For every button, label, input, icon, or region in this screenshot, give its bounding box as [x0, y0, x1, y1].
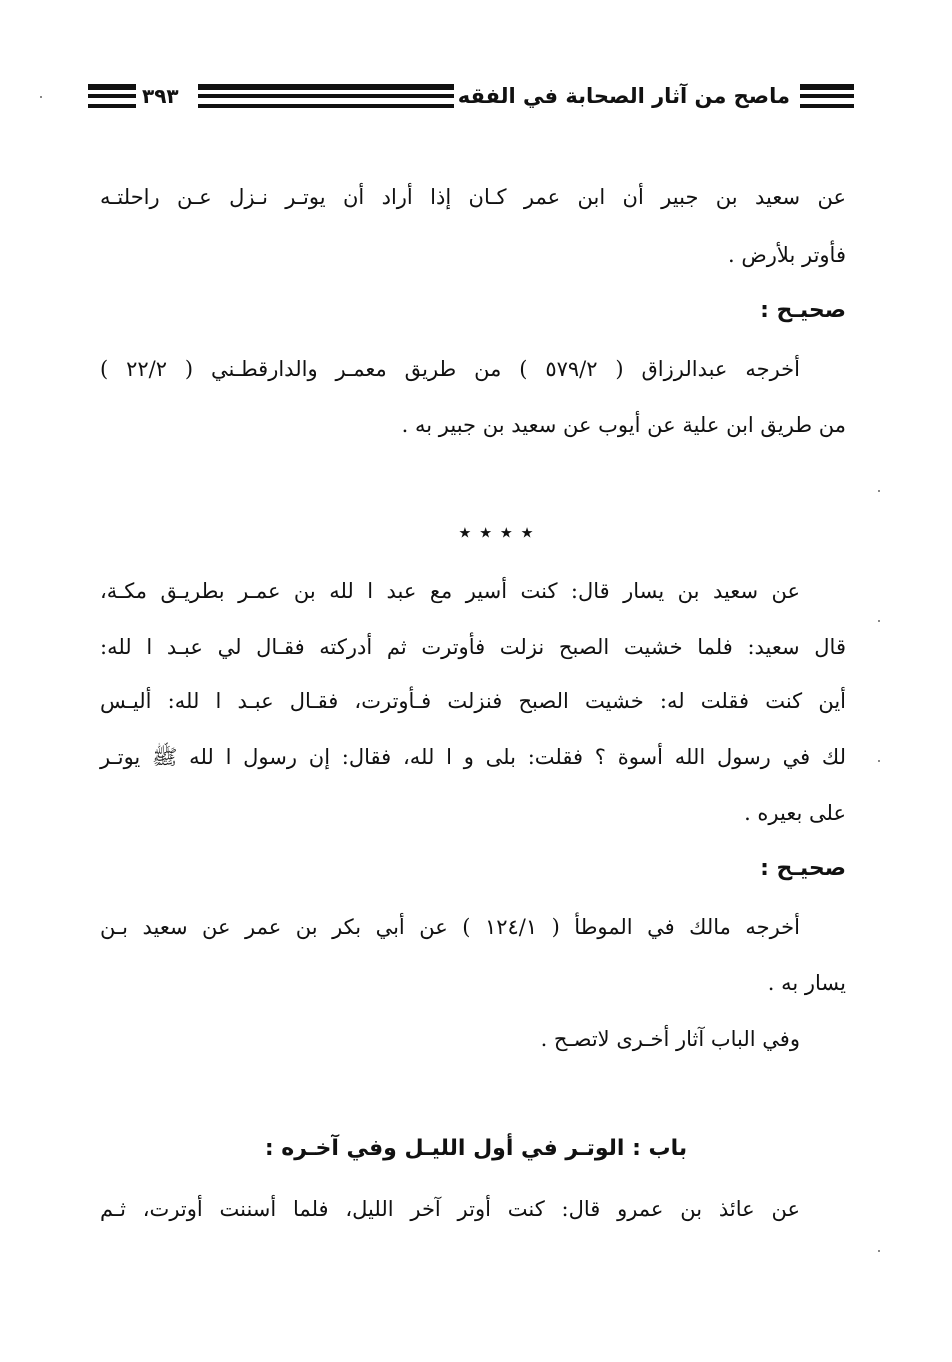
scan-speck	[878, 1250, 880, 1252]
header-rule-right	[800, 84, 854, 90]
paragraph-line: على بعيره .	[744, 801, 846, 825]
header-rule-middle-2	[198, 94, 454, 98]
scan-speck	[878, 760, 880, 762]
takhrij-line: أخرجه مالك في الموطأ ( ١٢٤/١ ) عن أبي بكر بن عمر عن سعيد بـن	[100, 915, 801, 939]
note-line: وفي الباب آثار أخـرى لاتصـح .	[540, 1027, 800, 1051]
header-rule-left	[88, 84, 136, 90]
paragraph-line: قال سعيد: فلما خشيت الصبح نزلت فأوترت ثم أدركته فقـال لي عبـد ا لله:	[100, 635, 846, 659]
page-number: ٣٩٣	[142, 84, 179, 108]
scan-speck	[878, 620, 880, 622]
paragraph-line: عن سعيد بن يسار قال: كنت أسير مع عبد ا لله بن عمـر بطريـق مكـة،	[100, 579, 800, 603]
paragraph-line: أين كنت فقلت له: خشيت الصبح فنزلت فـأوترت، فقـال عبـد ا لله: أليـس	[100, 689, 846, 713]
header-rule-middle	[198, 84, 454, 90]
section-separator: ٭ ٭ ٭ ٭	[458, 518, 534, 546]
paragraph-line: عن سعيد بن جبير أن ابن عمر كـان إذا أراد أن يوتـر نـزل عـن راحلتـه	[100, 185, 846, 209]
scan-speck	[878, 490, 880, 492]
header-title: ماصح من آثار الصحابة في الفقه	[457, 84, 790, 108]
header-rule-left-2	[88, 94, 136, 98]
takhrij-line: أخرجه عبدالرزاق ( ٥٧٩/٢ ) من طريق معمـر والدارقطـني ( ٢٢/٢ )	[100, 357, 800, 381]
header-rule-middle-3	[198, 104, 454, 108]
paragraph-line: لك في رسول الله أسوة ؟ فقلت: بلى و ا لله، فقال: إن رسول ا لله ﷺ يوتـر	[100, 745, 846, 769]
grade-heading: صحيـح :	[760, 856, 846, 881]
header-rule-right-2	[800, 94, 854, 98]
running-header	[88, 80, 854, 120]
scan-speck	[40, 96, 42, 98]
chapter-heading: باب : الوتـر في أول الليـل وفي آخـره :	[264, 1136, 688, 1161]
takhrij-line: يسار به .	[767, 971, 846, 995]
header-rule-right-3	[800, 104, 854, 108]
paragraph-line: عن عائذ بن عمرو قال: كنت أوتر آخر الليل، فلما أسننت أوترت، ثـم	[100, 1197, 800, 1221]
grade-heading: صحيـح :	[760, 298, 846, 323]
paragraph-line: فأوتر بلأرض .	[728, 243, 846, 267]
header-rule-left-3	[88, 104, 136, 108]
takhrij-line: من طريق ابن علية عن أيوب عن سعيد بن جبير به .	[401, 413, 846, 437]
